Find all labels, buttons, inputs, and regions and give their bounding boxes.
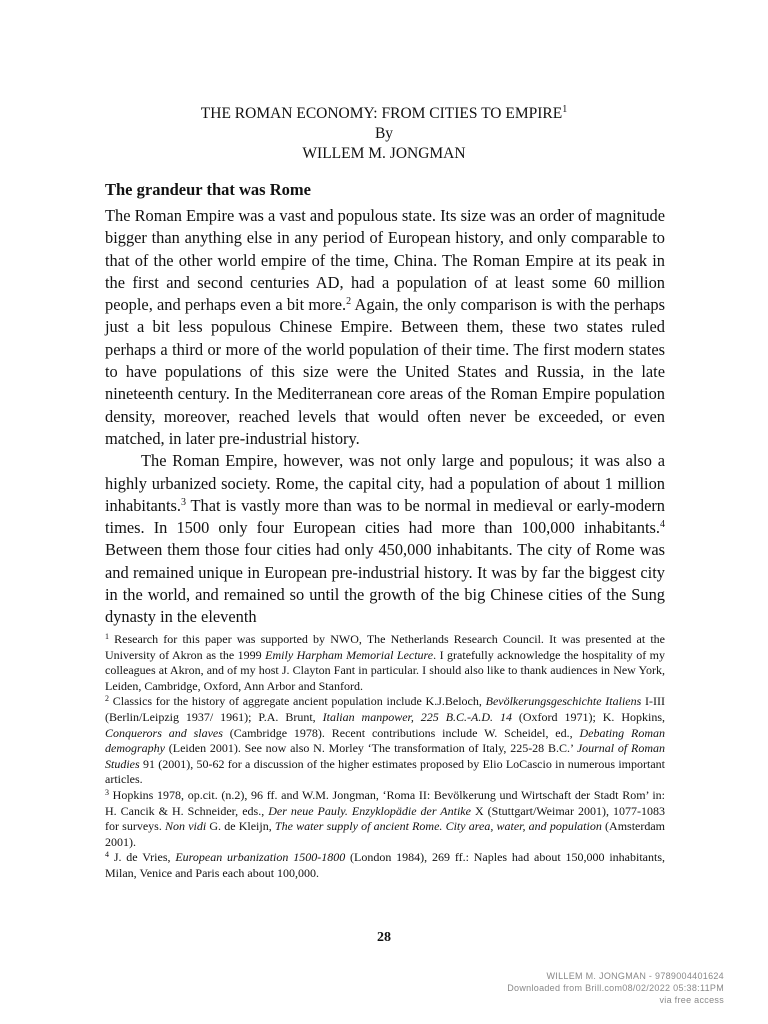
footnote-4-italic-a: European urbanization 1500-1800 <box>175 850 346 865</box>
footnote-ref-3[interactable]: 3 <box>181 496 187 508</box>
paragraph-2-text-c: Between them those four cities had only 450,000 inhabitants. The city of Rome was and remained unique in European pre-industrial history. It was by far the biggest city in the world, and remained so until the growth of the big Chinese cities of the Sung dynasty in the eleventh <box>105 540 665 627</box>
footnote-2-text-f: 91 (2001), 50-62 for a discussion of the higher estimates proposed by Elio LoCascio in numerous important articles. <box>105 756 665 787</box>
footnote-3-italic-a: Der neue Pauly. Enzyklopädie der Antike <box>268 803 471 818</box>
footnote-2-text-b: I-III (Berlin/Leipzig 1937/ 1961); P.A. Brunt, <box>105 694 666 724</box>
footnote-1-text-b: . I gratefully acknowledge the hospitality of my colleagues at Akron, and of my host J. Clayton Fant in particular. I should also like to thank audiences in New York, Leiden, Cambridge, Oxford, Ann Arbor and Stanford. <box>105 647 666 693</box>
paper-title-text: THE ROMAN ECONOMY: FROM CITIES TO EMPIRE <box>200 105 563 122</box>
footnote-3-text-b: X (Stuttgart/Weimar 2001), 1077-1083 for surveys. <box>105 803 666 834</box>
author-name: WILLEM M. JONGMAN <box>302 145 466 162</box>
footnote-2-text-a: Classics for the history of aggregate ancient population include K.J.Beloch, <box>109 694 486 709</box>
footnote-1-marker: 1 <box>105 632 109 641</box>
byline-by: By <box>374 125 394 142</box>
footnote-3-text-a: Hopkins 1978, op.cit. (n.2), 96 ff. and W.M. Jongman, ‘Roma II: Bevölkerung und Wirtschaft der Stadt Rom’ in: H. Cancik & H. Schneider, eds., <box>105 787 665 818</box>
paragraph-2-text-a: The Roman Empire, however, was not only large and populous; it was also a highly urbanized society. Rome, the capital city, had a population of about 1 million inhabitants. <box>105 451 665 515</box>
footnote-2-text-c: (Oxford 1971); K. Hopkins, <box>511 709 665 724</box>
footnote-ref-2[interactable]: 2 <box>346 296 352 308</box>
page-number: 28 <box>377 930 391 945</box>
footnote-3-marker: 3 <box>105 787 109 797</box>
download-watermark <box>507 970 724 1006</box>
footnote-3-italic-c: The water supply of ancient Rome. City area, water, and population <box>274 819 602 834</box>
watermark-line-2: Downloaded from Brill.com08/02/2022 05:38:11PM <box>507 983 724 993</box>
footnote-3 <box>105 788 665 850</box>
footnote-4-text-a: J. de Vries, <box>109 850 176 865</box>
watermark-line-3: via free access <box>659 995 724 1005</box>
title-block <box>0 100 768 164</box>
paragraph-1-text-b: Again, the only comparison is with the perhaps just a bit less populous Chinese Empire. Between them, these two states ruled perhaps a third or more of the world population of their time. The first modern states to have populations of this size were the United States and Russia, in the late nineteenth century. In the Mediterranean core areas of the Roman Empire population density, moreover, reached levels that would often never be exceeded, or even matched, in later pre-industrial history. <box>105 295 666 448</box>
footnote-ref-4[interactable]: 4 <box>660 519 665 531</box>
footnote-ref-1[interactable]: 1 <box>562 104 568 115</box>
footnote-4-text-b: (London 1984), 269 ff.: Naples had about 150,000 inhabitants, Milan, Venice and Paris each about 100,000. <box>105 850 666 880</box>
footnotes <box>105 632 665 882</box>
footnote-2 <box>105 694 665 788</box>
paragraph-2-text-b: That is vastly more than was to be normal in medieval or early-modern times. In 1500 only four European cities had more than 100,000 inhabitants. <box>105 495 665 538</box>
footnote-3-italic-b: Non vidi <box>165 819 207 834</box>
footnote-1 <box>105 632 665 694</box>
footnote-3-text-c: G. de Kleijn, <box>206 819 275 834</box>
section-heading: The grandeur that was Rome <box>105 180 311 199</box>
paragraph-1-text-a: The Roman Empire was a vast and populous state. Its size was an order of magnitude bigger than anything else in any period of European history, and only comparable to that of the other world empire of the time, China. The Roman Empire at its peak in the first and second centuries AD, had a population of at least some 60 million people, and perhaps even a bit more. <box>105 206 665 315</box>
watermark-line-1: WILLEM M. JONGMAN - 9789004401624 <box>546 971 724 981</box>
footnote-4 <box>105 850 665 881</box>
footnote-2-italic-d: Debating Roman demography <box>105 725 665 756</box>
footnote-2-italic-e: Journal of Roman Studies <box>105 741 665 771</box>
paragraph-2 <box>105 450 665 628</box>
footnote-3-text-d: (Amsterdam 2001). <box>105 819 666 849</box>
footnote-2-italic-b: Italian manpower, 225 B.C.-A.D. 14 <box>322 709 512 724</box>
paper-title <box>0 100 768 124</box>
body-text <box>105 205 665 629</box>
footnote-4-marker: 4 <box>105 850 109 860</box>
footnote-2-italic-a: Bevölkerungsgeschichte Italiens <box>485 694 642 709</box>
footnote-1-italic-a: Emily Harpham Memorial Lecture <box>265 647 434 662</box>
paragraph-1 <box>105 205 665 450</box>
footnote-2-marker: 2 <box>105 694 109 704</box>
footnote-2-text-d: (Cambridge 1978). Recent contributions include W. Scheidel, ed., <box>222 725 580 740</box>
footnote-2-text-e: (Leiden 2001). See now also N. Morley ‘The transformation of Italy, 225-28 B.C.’ <box>165 741 577 756</box>
footnote-2-italic-c: Conquerors and slaves <box>105 725 223 740</box>
footnote-1-text-a: Research for this paper was supported by NWO, The Netherlands Research Council. It was presented at the University of Akron as the 1999 <box>105 632 665 662</box>
